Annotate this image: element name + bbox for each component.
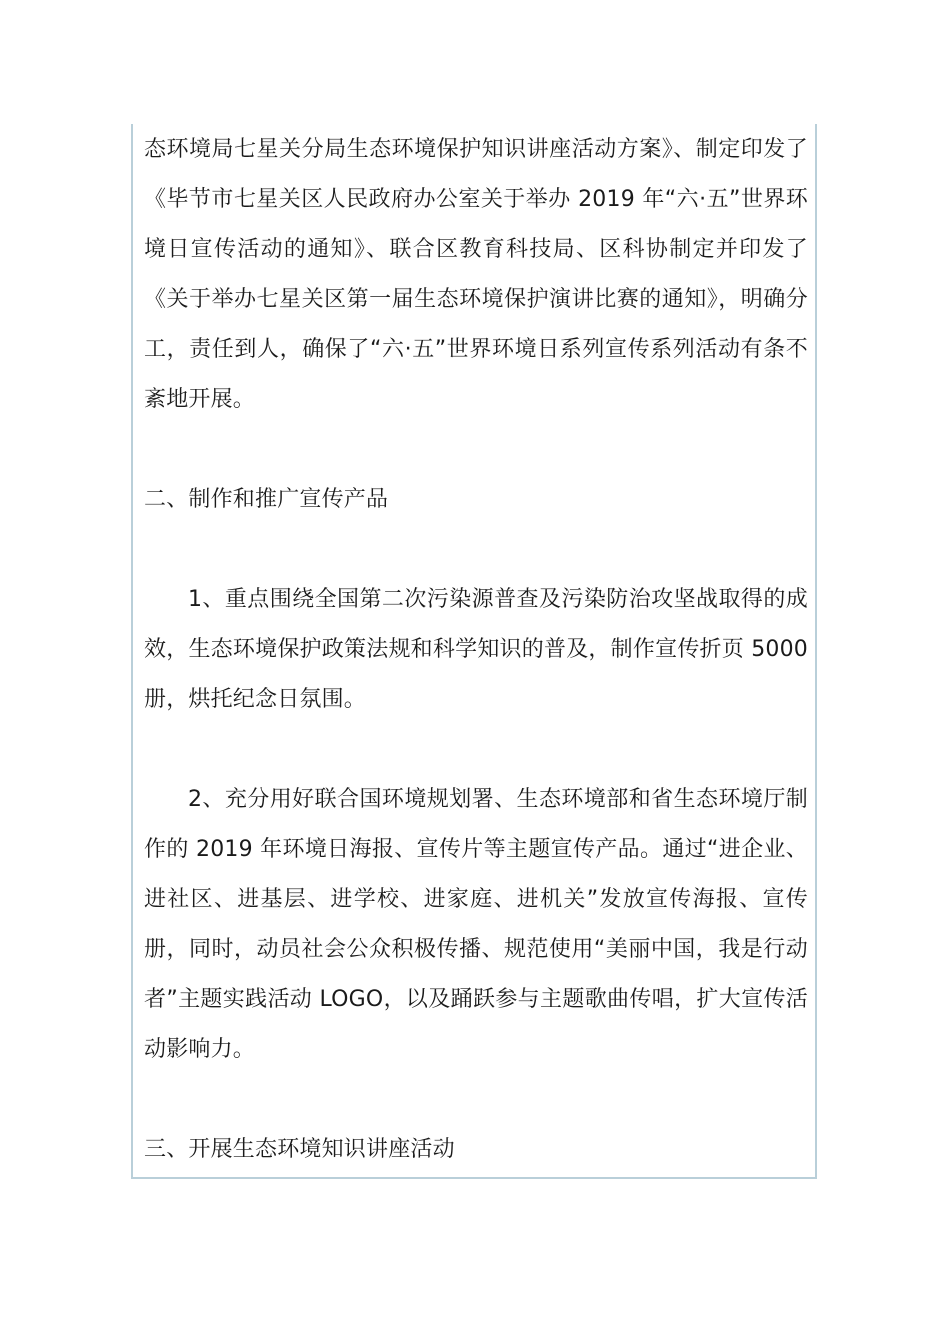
paragraph-spacer (144, 525, 808, 575)
paragraph-spacer (144, 725, 808, 775)
document-body (144, 125, 808, 1175)
paragraph-spacer (144, 1075, 808, 1125)
section-heading-3: 三、开展生态环境知识讲座活动 (144, 1137, 455, 1162)
paragraph-item-1: 1、重点围绕全国第二次污染源普查及污染防治攻坚战取得的成效，生态环境保护政策法规和科学知识的普及，制作宣传折页 5000 册，烘托纪念日氛围。 (144, 587, 808, 712)
paragraph-spacer (144, 425, 808, 475)
paragraph-item-2: 2、充分用好联合国环境规划署、生态环境部和省生态环境厅制作的 2019 年环境日海报、宣传片等主题宣传产品。通过“进企业、进社区、进基层、进学校、进家庭、进机关”发放宣传海报、宣传册，同时，动员社会公众积极传播、规范使用“美丽中国，我是行动者”主题实践活动 LOGO，以及踊跃参与主题歌曲传唱，扩大宣传活动影响力。 (144, 787, 808, 1062)
paragraph-plan-continuation: 态环境局七星关分局生态环境保护知识讲座活动方案》、制定印发了《毕节市七星关区人民政府办公室关于举办 2019 年“六·五”世界环境日宣传活动的通知》、联合区教育科技局、区科协制定并印发了《关于举办七星关区第一届生态环境保护演讲比赛的通知》，明确分工，责任到人，确保了“六·五”世界环境日系列宣传系列活动有条不紊地开展。 (144, 137, 808, 412)
section-heading-2: 二、制作和推广宣传产品 (144, 487, 389, 512)
